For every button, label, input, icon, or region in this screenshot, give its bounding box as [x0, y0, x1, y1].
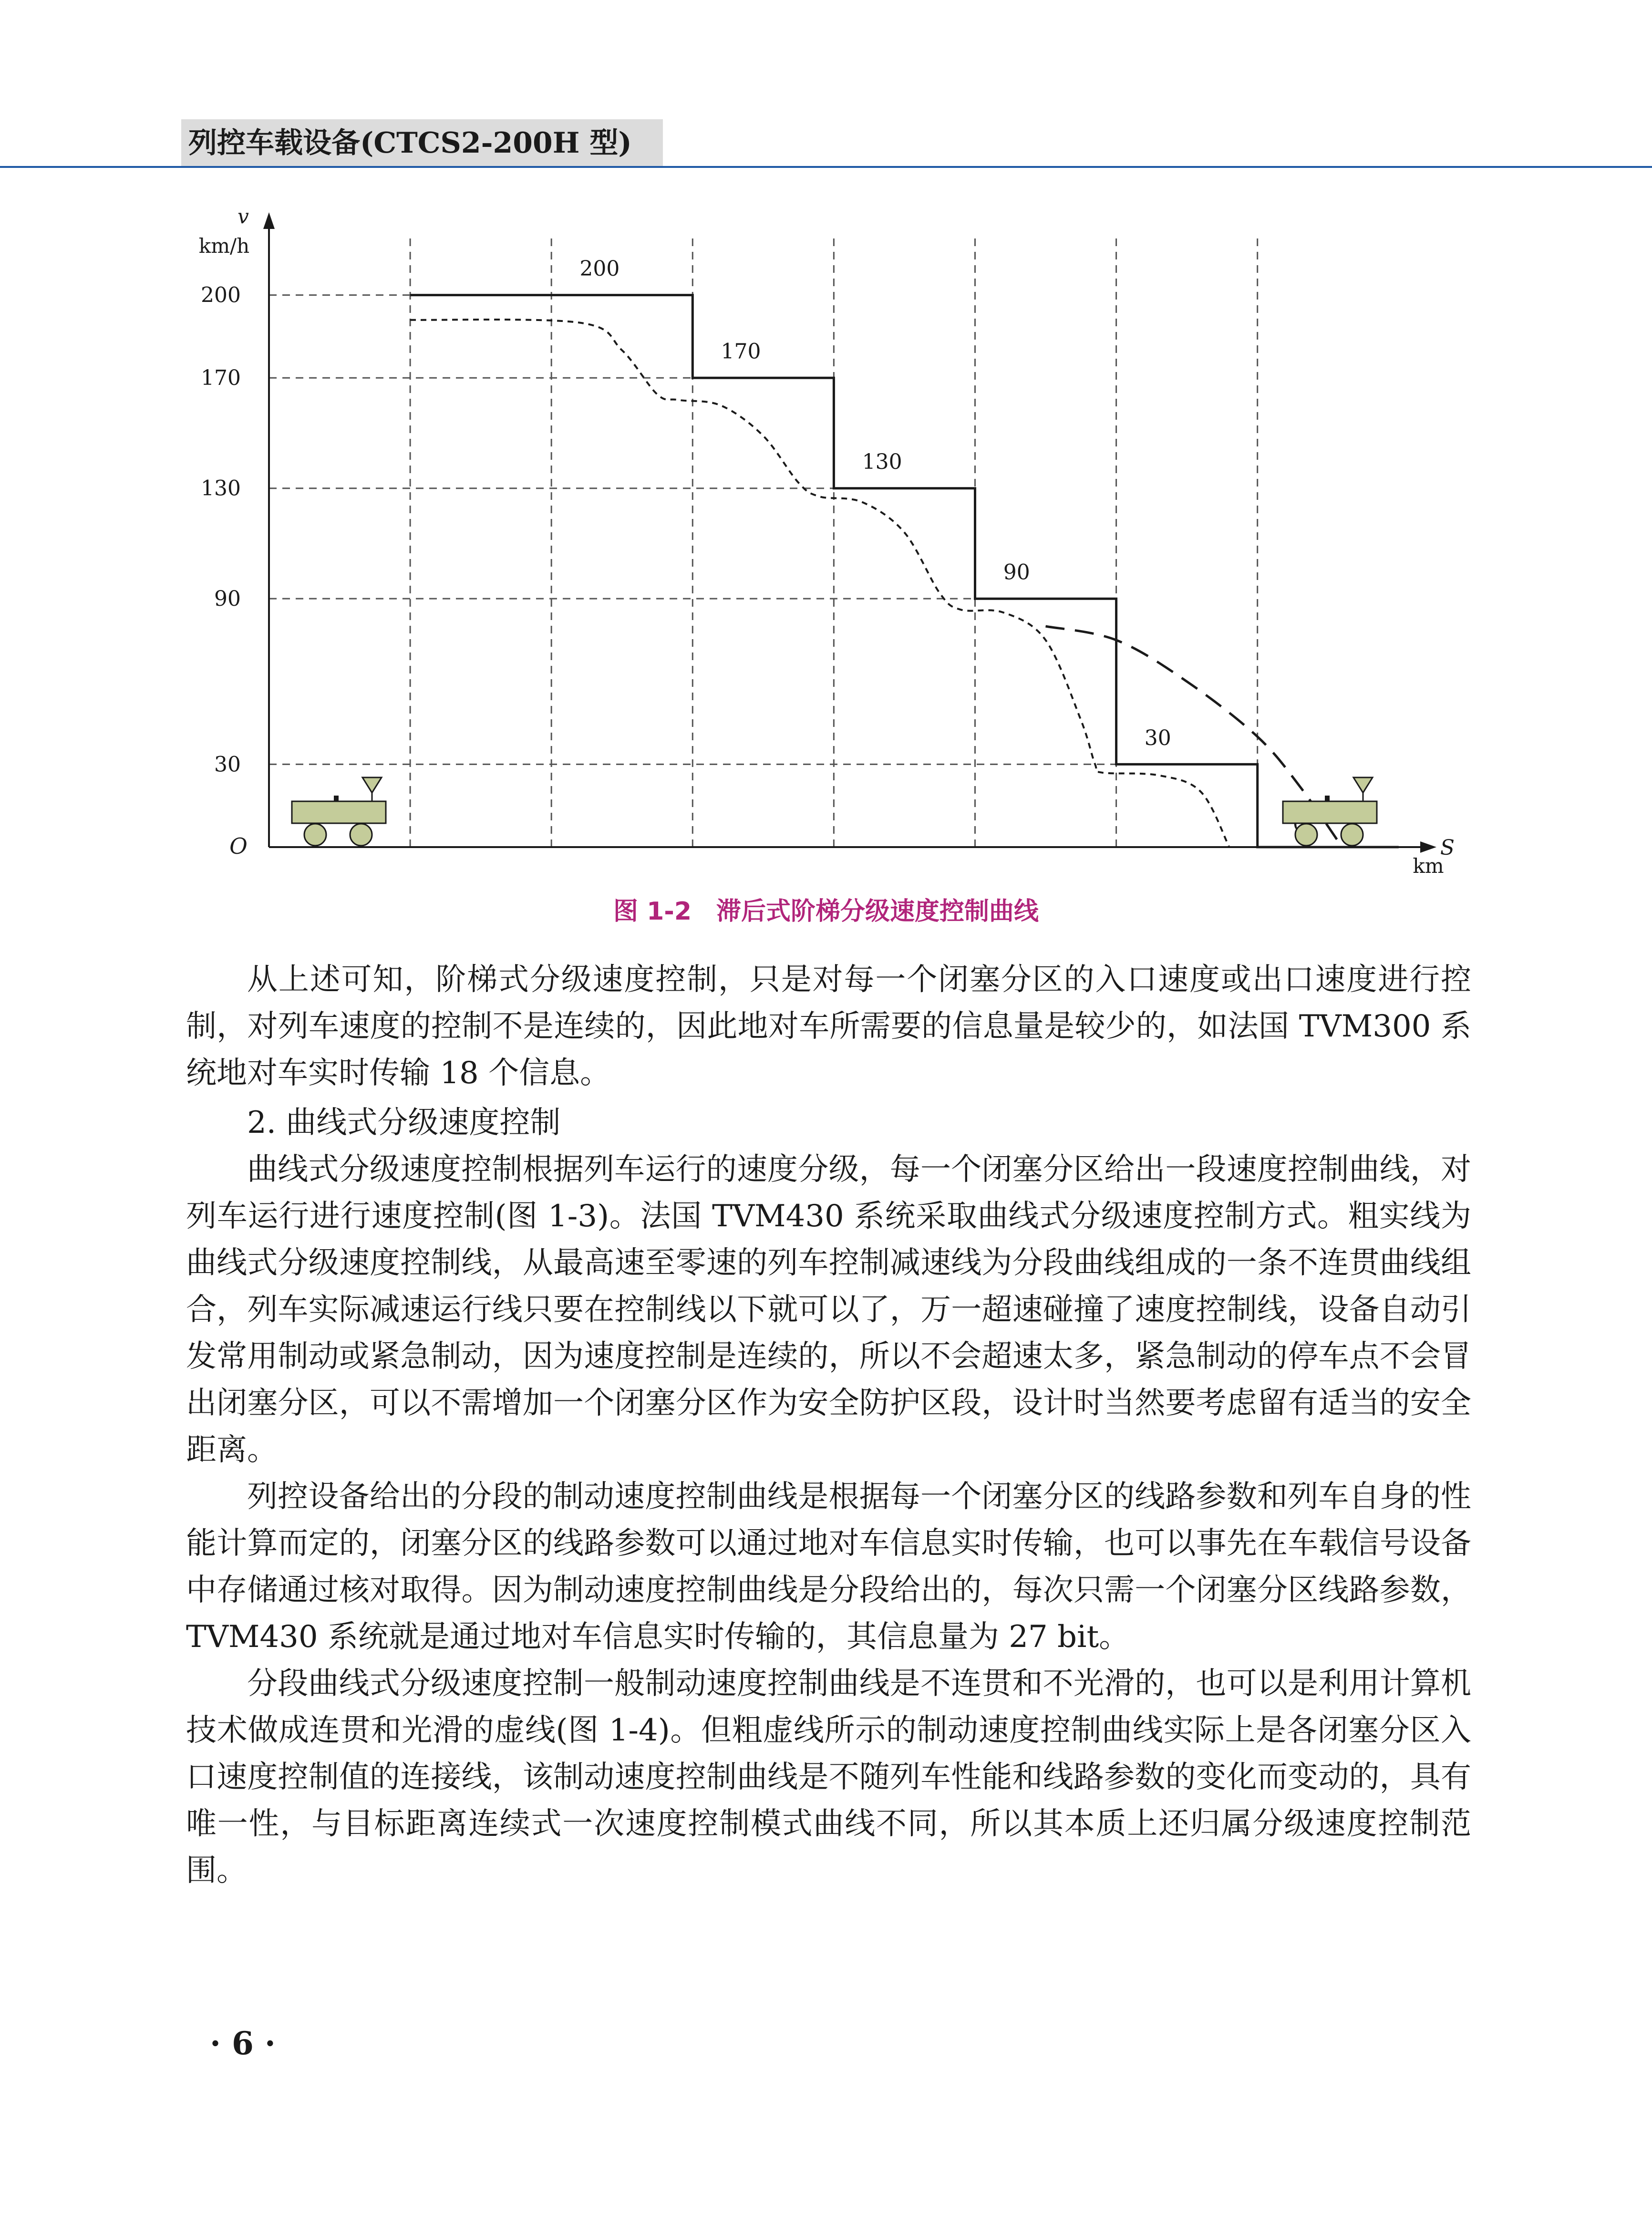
paragraph: 列控设备给出的分段的制动速度控制曲线是根据每一个闭塞分区的线路参数和列车自身的性能计算而定的，闭塞分区的线路参数可以通过地对车信息实时传输，也可以事先在车载信号设备中存储通过核对取得。因为制动速度控制曲线是分段给出的，每次只需一个闭塞分区线路参数，TVM430 系统就是通过地对车信息实时传输的，其信息量为 27 bit。	[186, 1479, 1471, 1655]
paragraph: 分段曲线式分级速度控制一般制动速度控制曲线是不连贯和不光滑的，也可以是利用计算机技术做成连贯和光滑的虚线(图 1-4)。但粗虚线所示的制动速度控制曲线实际上是各闭塞分区入口速度控制值的连接线，该制动速度控制曲线是不随列车性能和线路参数的变化而变动的，具有唯一性，与目标距离连续式一次速度控制模式曲线不同，所以其本质上还归属分级速度控制范围。	[186, 1666, 1471, 1888]
block-speed-label: 170	[721, 339, 761, 364]
y-tick-label: 130	[201, 476, 241, 501]
x-axis-arrow-icon	[1420, 841, 1436, 853]
step-speed-control-line	[410, 295, 1399, 847]
train-icon-left	[292, 777, 386, 846]
running-header-title: 列控车载设备(CTCS2-200H 型)	[188, 126, 632, 160]
block-speed-label: 90	[1003, 560, 1030, 585]
block-speed-label: 130	[862, 450, 902, 475]
y-tick-label: 200	[201, 283, 241, 308]
block-speed-label: 200	[579, 257, 620, 281]
figure-caption: 图 1-2 滞后式阶梯分级速度控制曲线	[613, 897, 1039, 926]
y-tick-label: 90	[214, 587, 241, 611]
page-number: · 6 ·	[210, 2025, 276, 2062]
section-heading: 2. 曲线式分级速度控制	[247, 1105, 561, 1140]
x-axis-unit: km	[1413, 854, 1444, 878]
y-tick-label: 170	[201, 366, 241, 391]
y-axis-unit: km/h	[198, 234, 250, 258]
train-running-curve	[410, 320, 1229, 847]
y-tick-labels	[201, 283, 241, 777]
y-tick-label: 30	[214, 752, 241, 777]
grid-layer	[269, 238, 1258, 847]
speed-control-figure	[0, 0, 1652, 906]
y-axis-symbol: v	[237, 205, 249, 228]
axes-layer	[199, 205, 1455, 878]
series-layer	[410, 295, 1399, 847]
paragraph: 曲线式分级速度控制根据列车运行的速度分级，每一个闭塞分区给出一段速度控制曲线，对列车运行进行速度控制(图 1-3)。法国 TVM430 系统采取曲线式分级速度控制方式。粗实线为曲线式分级速度控制线，从最高速至零速的列车控制减速线为分段曲线组成的一条不连贯曲线组合，列车实际减速运行线只要在控制线以下就可以了，万一超速碰撞了速度控制线，设备自动引发常用制动或紧急制动，因为速度控制是连续的，所以不会超速太多，紧急制动的停车点不会冒出闭塞分区，可以不需增加一个闭塞分区作为安全防护区段，设计时当然要考虑留有适当的安全距离。	[186, 1152, 1471, 1468]
train-icon-right	[1283, 777, 1377, 846]
origin-label: O	[229, 833, 248, 859]
block-speed-label: 30	[1144, 725, 1171, 750]
paragraph: 从上述可知，阶梯式分级速度控制，只是对每一个闭塞分区的入口速度或出口速度进行控制，对列车速度的控制不是连续的，因此地对车所需要的信息量是较少的，如法国 TVM300 系统地对车实时传输 18 个信息。	[186, 962, 1471, 1091]
x-axis-symbol: S	[1440, 836, 1455, 860]
y-axis-arrow-icon	[263, 212, 275, 229]
body-text	[186, 956, 1471, 1894]
block-speed-labels	[579, 257, 1306, 836]
